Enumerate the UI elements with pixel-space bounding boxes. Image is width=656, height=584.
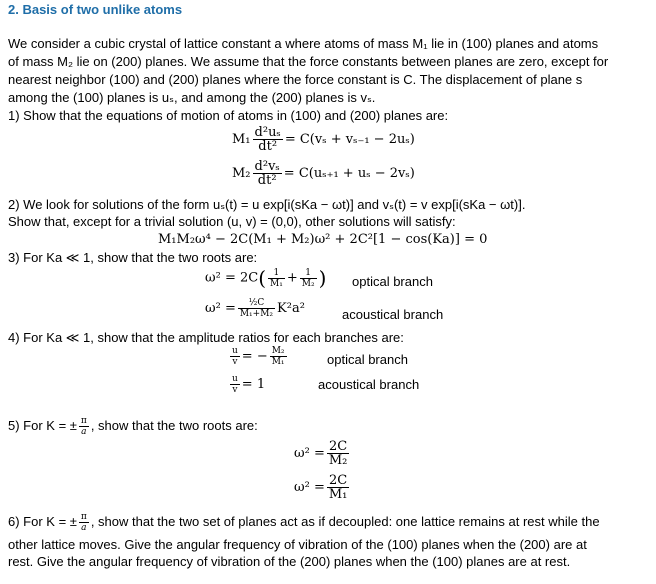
w1-num: 2C [327,440,350,454]
optical-branch-label-4: optical branch [327,352,408,367]
r1-frac-2 [300,268,317,289]
w1-lhs: ω² = [294,446,325,461]
eq2-rhs: = C(uₛ₊₁ + uₛ − 2vₛ) [283,166,415,181]
eq2-lhs: M₂ [232,166,251,181]
eq1-den: dt² [258,139,278,154]
dispersion-equation: M₁M₂ω⁴ − 2C(M₁ + M₂)ω² + 2C²[1 − cos(Ka)] = 0 [158,232,488,247]
optical-amplitude-ratio [228,346,289,367]
w2-lhs: ω² = [294,480,325,495]
q5-a: a [81,427,87,437]
q5-pi: π [80,416,87,426]
acoustical-branch-label-3: acoustical branch [342,307,444,322]
question-3-text: 3) For Ka ≪ 1, show that the two roots are: [8,250,258,265]
question-6-line-2: other lattice moves. Give the angular frequency of vibration of the (100) planes when the (200) are at [8,537,587,552]
a1-rfrac [270,346,287,367]
eq1-derivative [253,126,283,153]
r1-close: ) [318,266,327,290]
r1-frac-1 [268,268,285,289]
a1-rden: M₁ [271,357,285,367]
a1-eq: = − [241,349,268,364]
r2-frac [238,298,275,319]
a2-frac [230,374,240,395]
q5-pi-over-a [79,416,89,437]
a1-den: v [232,357,238,367]
section-title: 2. Basis of two unlike atoms [8,2,183,17]
r1-open: ( [258,266,266,290]
eq1-rhs: = C(vₛ + vₛ₋₁ − 2uₛ) [284,132,415,147]
optical-branch-label-3: optical branch [352,274,433,289]
question-5-text [8,416,258,437]
intro-line-1: We consider a cubic crystal of lattice constant a where atoms of mass M₁ lie in (100) planes and atoms [8,36,599,51]
r2-den: M₁+M₂ [239,309,274,319]
equation-motion-100 [232,126,415,153]
r2-num: ½C [238,298,275,309]
question-2-line-2: Show that, except for a trivial solution (u, v) = (0,0), other solutions will satisfy: [8,214,456,229]
acoustical-branch-label-4: acoustical branch [318,377,420,392]
a2-den: v [232,385,238,395]
a1-num: u [232,346,238,356]
eq2-num: d²vₛ [254,159,280,174]
root-k-pi-1 [294,440,351,467]
q5-prefix: 5) For K = ± [8,417,77,433]
question-2-line-1: 2) We look for solutions of the form uₛ(t) = u exp[i(sKa − ωt)] and vₛ(t) = v exp[i(sKa − ωt)]. [8,197,526,212]
r1-f2-den: M₂ [301,278,315,289]
eq1-lhs: M₁ [232,132,251,147]
r2-lhs: ω² = [205,301,236,316]
r2-tail: K²a² [277,301,305,316]
w2-frac [327,474,350,501]
r1-f2-num: 1 [300,268,317,279]
r1-f1-den: M₁ [270,278,283,289]
eq2-den: dt² [257,173,277,188]
r1-lhs: ω² = 2C [205,270,259,286]
optical-root [205,266,326,290]
w2-num: 2C [327,474,350,488]
acoustical-amplitude-ratio [228,374,265,395]
q6-pi-over-a [79,512,89,533]
w1-frac [327,440,350,467]
equation-motion-200 [232,160,415,187]
intro-line-2: of mass M₂ lie on (200) planes. We assume that the force constants between planes are zero, except for [8,54,609,69]
question-6-line-3: rest. Give the angular frequency of vibration of the (200) planes when the (100) planes are at rest. [8,554,571,569]
intro-line-4: among the (100) planes is uₛ, and among the (200) planes is vₛ. [8,90,376,105]
a1-rnum: M₂ [271,346,285,356]
q6-a: a [81,523,87,533]
r1-f1-num: 1 [268,268,285,279]
intro-line-3: nearest neighbor (100) and (200) planes where the force constant is C. The displacement of plane s [8,72,583,87]
a1-frac [230,346,240,367]
w1-den: M₂ [328,453,348,468]
w2-den: M₁ [328,487,348,502]
question-1-text: 1) Show that the equations of motion of atoms in (100) and (200) planes are: [8,108,449,123]
question-6-line-1 [8,512,600,533]
a2-num: u [232,374,238,384]
q6-prefix: 6) For K = ± [8,513,77,529]
r1-plus: + [286,270,298,286]
root-k-pi-2 [294,474,351,501]
eq2-derivative [253,160,282,187]
question-4-text: 4) For Ka ≪ 1, show that the amplitude ratios for each branches are: [8,330,404,345]
acoustical-root [205,298,305,319]
q6-pi: π [80,512,87,522]
eq1-num: d²uₛ [254,125,281,140]
q6-suffix: , show that the two set of planes act as if decoupled: one lattice remains at rest while the [90,513,600,529]
a2-eq: = 1 [241,377,266,392]
q5-suffix: , show that the two roots are: [90,417,258,433]
